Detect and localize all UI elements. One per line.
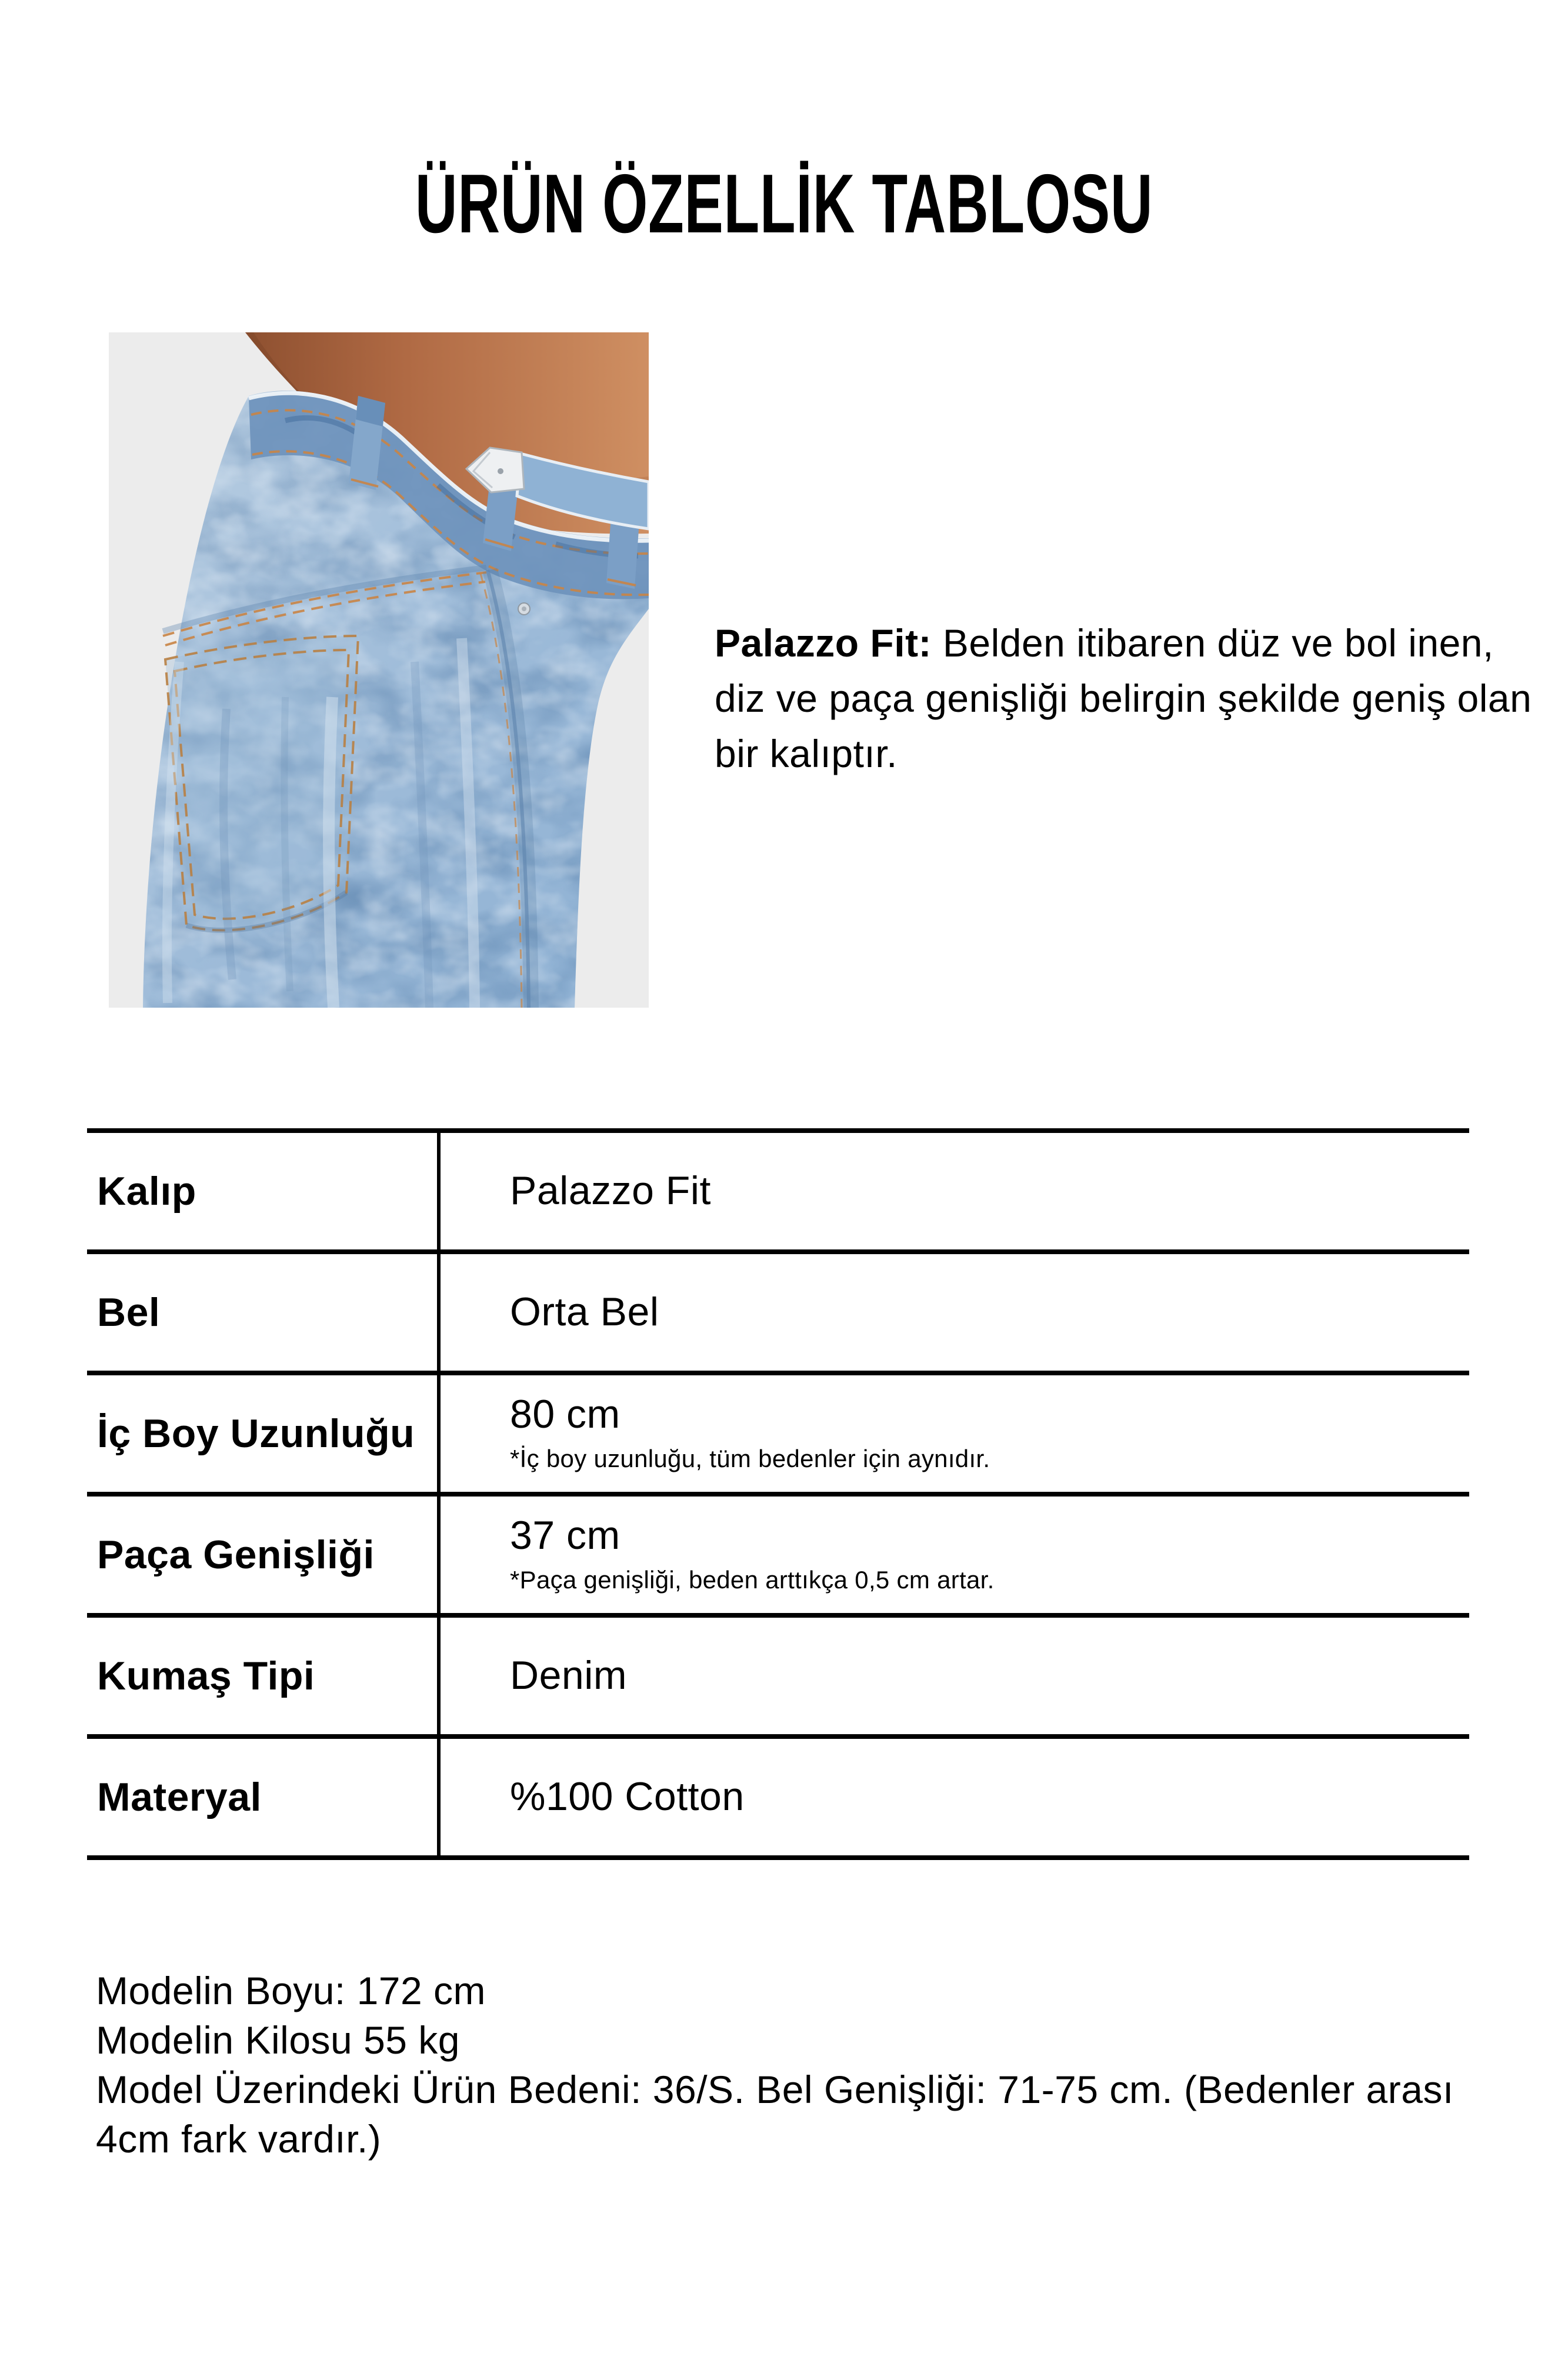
jeans-product-image bbox=[109, 332, 649, 1008]
row-value: Denim bbox=[510, 1653, 627, 1698]
row-label: Paça Genişliği bbox=[97, 1532, 375, 1577]
table-row-ic-boy bbox=[87, 1371, 1469, 1492]
row-label: Materyal bbox=[97, 1775, 262, 1819]
table-row-kumas bbox=[87, 1613, 1469, 1734]
model-info bbox=[96, 1966, 1537, 2164]
model-info-line: Modelin Kilosu 55 kg bbox=[96, 2018, 461, 2062]
row-note: *İç boy uzunluğu, tüm bedenler için aynıdır. bbox=[510, 1444, 990, 1472]
row-note: *Paça genişliği, beden arttıkça 0,5 cm artar. bbox=[510, 1565, 995, 1594]
row-value: 80 cm bbox=[510, 1392, 620, 1437]
page-title bbox=[0, 157, 1568, 251]
row-label: Kumaş Tipi bbox=[97, 1654, 315, 1698]
spec-table bbox=[87, 1128, 1469, 1860]
row-label: Kalıp bbox=[97, 1169, 196, 1214]
jeans bbox=[143, 391, 649, 1008]
page-title-text: ÜRÜN ÖZELLİK TABLOSU bbox=[415, 157, 1153, 251]
product-photo bbox=[109, 332, 649, 1008]
fit-description-body: Belden itibaren düz ve bol inen, diz ve paça genişliği belirgin şekilde geniş olan bir kalıptır. bbox=[715, 621, 1532, 775]
model-info-line: Modelin Boyu: 172 cm bbox=[96, 1969, 486, 2012]
table-row-bel bbox=[87, 1249, 1469, 1371]
table-row-materyal bbox=[87, 1734, 1469, 1855]
row-value: 37 cm bbox=[510, 1513, 620, 1558]
fit-description bbox=[715, 615, 1538, 781]
table-row-kalip bbox=[87, 1128, 1469, 1249]
row-value: Palazzo Fit bbox=[510, 1168, 711, 1214]
row-label: Bel bbox=[97, 1290, 161, 1335]
row-label: İç Boy Uzunluğu bbox=[97, 1411, 415, 1456]
model-info-line: Model Üzerindeki Ürün Bedeni: 36/S. Bel Genişliği: 71-75 cm. (Bedenler arası 4cm fark vardır.) bbox=[96, 2068, 1454, 2161]
row-value: Orta Bel bbox=[510, 1289, 659, 1335]
row-value: %100 Cotton bbox=[510, 1774, 745, 1819]
table-row-paca bbox=[87, 1492, 1469, 1613]
fit-description-lead: Palazzo Fit: bbox=[715, 621, 932, 665]
